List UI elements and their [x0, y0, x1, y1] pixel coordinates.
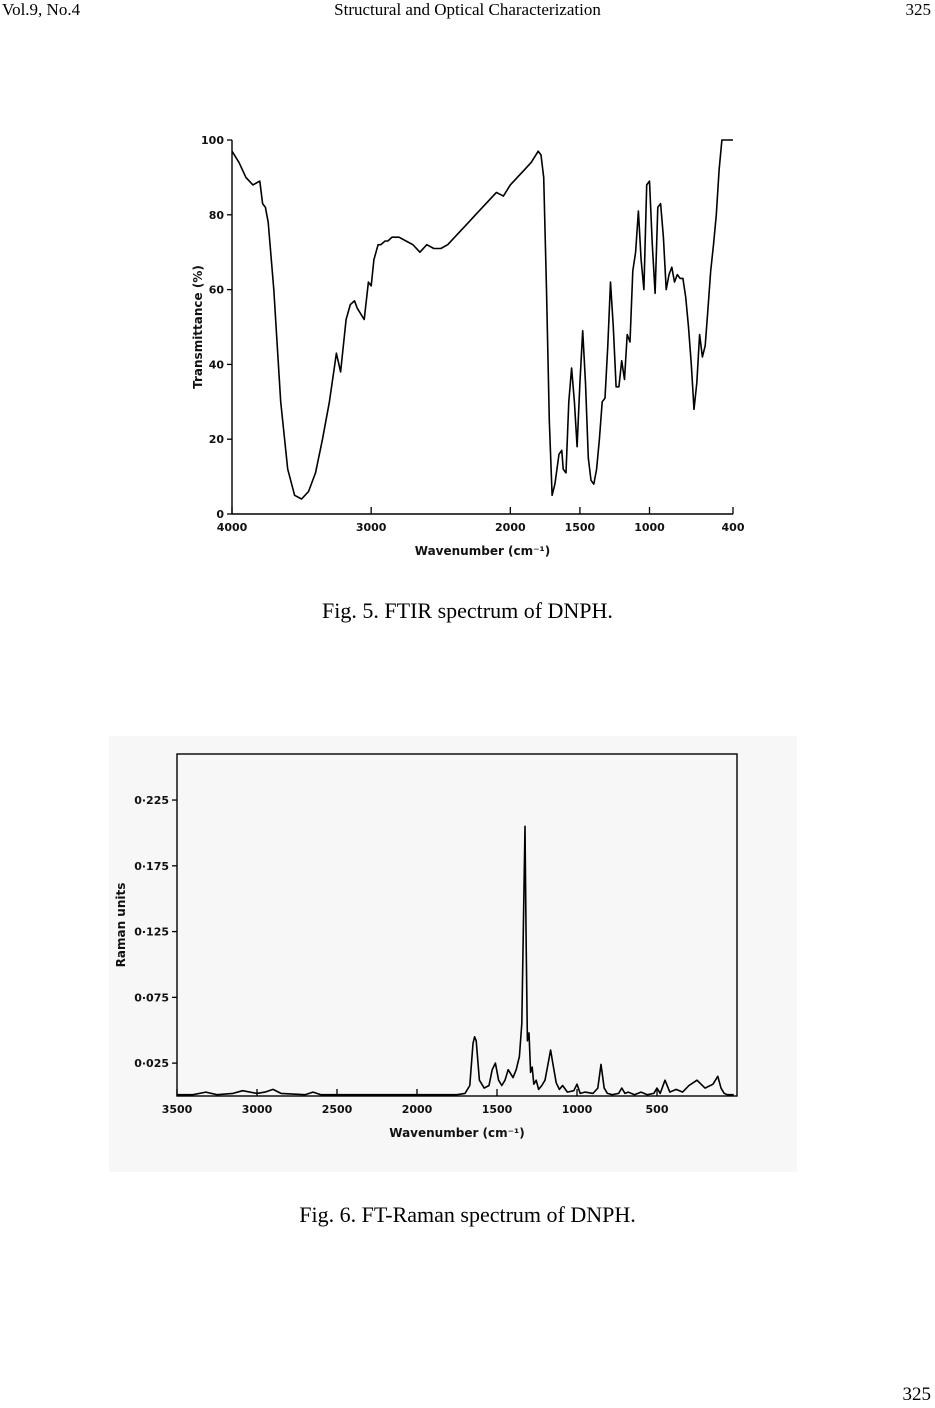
y-tick-label: 0·025 — [134, 1057, 169, 1071]
x-tick-label: 3000 — [355, 521, 387, 534]
x-axis-label: Wavenumber (cm⁻¹) — [389, 1126, 525, 1140]
ftir-spectrum-chart — [0, 120, 935, 590]
y-tick-label: 0 — [216, 508, 224, 521]
y-tick-label: 0·225 — [134, 794, 169, 808]
x-tick-label: 3000 — [241, 1103, 273, 1116]
x-tick-label: 500 — [645, 1103, 669, 1116]
figure-6-caption: Fig. 6. FT-Raman spectrum of DNPH. — [299, 1202, 636, 1227]
spectrum-line-0 — [232, 140, 733, 499]
y-tick-label: 0·125 — [134, 925, 169, 939]
y-tick-label: 80 — [208, 208, 224, 222]
x-tick-label: 2000 — [401, 1103, 433, 1116]
running-header-page: 325 — [905, 0, 931, 19]
x-tick-label: 400 — [721, 521, 745, 534]
footer-page-number: 325 — [902, 1384, 931, 1405]
x-tick-label: 1000 — [634, 521, 665, 534]
y-tick-label: 60 — [208, 283, 224, 297]
y-tick-label: 40 — [208, 358, 224, 372]
x-tick-label: 1500 — [481, 1103, 513, 1116]
x-tick-label: 2500 — [321, 1103, 353, 1116]
x-axis-label: Wavenumber (cm⁻¹) — [414, 544, 551, 558]
running-header-volume: Vol.9, No.4 — [2, 0, 81, 19]
raman-spectrum-chart — [0, 735, 935, 1175]
y-axis-label: Transmittance (%) — [191, 265, 205, 389]
x-tick-label: 3500 — [161, 1103, 193, 1116]
chart-background — [109, 736, 797, 1172]
figure-5-caption: Fig. 5. FTIR spectrum of DNPH. — [322, 598, 613, 623]
y-tick-label: 100 — [201, 134, 224, 147]
x-tick-label: 1500 — [564, 521, 596, 534]
y-tick-label: 0·175 — [134, 859, 169, 873]
x-tick-label: 4000 — [216, 521, 248, 534]
x-tick-label: 2000 — [495, 521, 526, 534]
y-tick-label: 0·075 — [134, 991, 169, 1005]
running-header-title: Structural and Optical Characterization — [334, 0, 601, 19]
x-tick-label: 1000 — [561, 1103, 593, 1116]
y-axis-label: Raman units — [114, 882, 128, 968]
y-tick-label: 20 — [208, 433, 224, 447]
